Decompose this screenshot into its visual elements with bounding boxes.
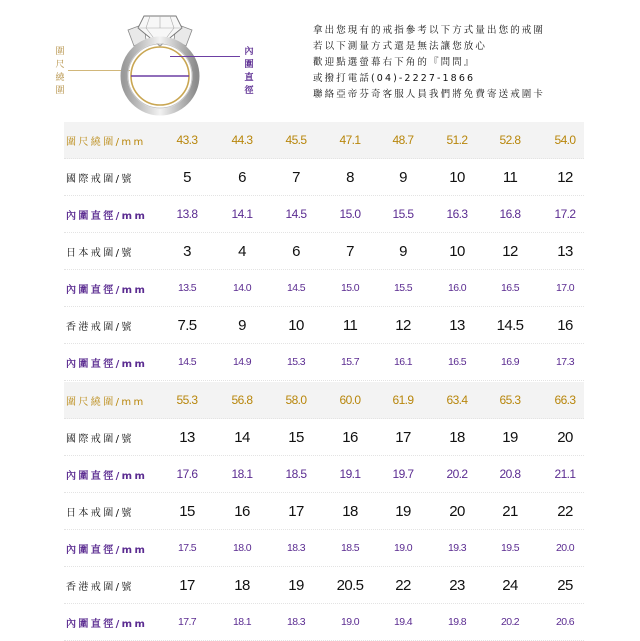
size-cell: 17.3	[555, 356, 575, 368]
size-cell: 13.5	[177, 282, 197, 294]
size-cell: 61.9	[392, 393, 414, 407]
size-cell: 10	[449, 168, 465, 186]
size-cell: 19.0	[393, 542, 413, 554]
size-cell: 16	[342, 428, 358, 446]
row-circumference	[64, 382, 584, 419]
size-cell: 18.5	[285, 467, 307, 481]
size-cell: 16.5	[500, 282, 520, 294]
size-cell: 16.8	[499, 207, 521, 221]
instruction-line: 聯絡亞帝芬奇客服人員我們將免費寄送戒圍卡	[313, 89, 546, 100]
size-cell: 17.5	[177, 542, 197, 554]
row-international-diameter	[64, 456, 584, 493]
size-cell: 18.0	[232, 542, 252, 554]
size-cell: 19	[395, 502, 411, 520]
size-cell: 16.5	[447, 356, 467, 368]
row-label: 日本戒圍/號	[66, 247, 134, 259]
size-cell: 18	[234, 576, 250, 594]
size-cell: 19	[288, 576, 304, 594]
size-cell: 9	[399, 168, 407, 186]
size-cell: 13	[179, 428, 195, 446]
ring-illustration	[100, 6, 220, 120]
size-cell: 7	[292, 168, 300, 186]
size-cell: 56.8	[231, 393, 253, 407]
row-japan-diameter	[64, 530, 584, 567]
size-cell: 55.3	[176, 393, 198, 407]
row-label: 內圍直徑/mm	[66, 284, 148, 296]
size-cell: 16.1	[393, 356, 413, 368]
row-label: 內圍直徑/mm	[66, 470, 148, 482]
size-cell: 13.8	[176, 207, 198, 221]
size-cell: 15	[179, 502, 195, 520]
size-cell: 17.2	[554, 207, 576, 221]
size-cell: 19.7	[392, 467, 414, 481]
size-cell: 12	[557, 168, 573, 186]
size-cell: 14.5	[177, 356, 197, 368]
size-cell: 14.5	[496, 316, 524, 334]
row-label: 香港戒圍/號	[66, 581, 134, 593]
size-cell: 45.5	[285, 133, 307, 147]
inner-diameter-side-label	[243, 46, 255, 98]
size-cell: 20	[557, 428, 573, 446]
size-cell: 14.5	[285, 207, 307, 221]
size-cell: 15.0	[340, 282, 360, 294]
row-label: 內圍直徑/mm	[66, 618, 148, 630]
diameter-leader-line	[170, 56, 240, 57]
size-cell: 58.0	[285, 393, 307, 407]
size-cell: 16.3	[446, 207, 468, 221]
size-cell: 18.3	[286, 542, 306, 554]
size-cell: 20.2	[446, 467, 468, 481]
inner-diameter-side-label-text: 內 圍 直 徑	[244, 47, 254, 96]
ring-size-table-1	[64, 122, 584, 381]
instruction-line: 歡迎點選螢幕右下角的『問問』	[313, 57, 476, 68]
size-cell: 60.0	[339, 393, 361, 407]
row-hongkong	[64, 567, 584, 604]
size-cell: 11	[502, 168, 518, 186]
size-cell: 18.5	[340, 542, 360, 554]
row-international	[64, 419, 584, 456]
size-cell: 21	[502, 502, 518, 520]
size-cell: 20	[449, 502, 465, 520]
size-cell: 13	[557, 242, 573, 260]
size-cell: 47.1	[339, 133, 361, 147]
row-label: 圍尺繞圍/mm	[66, 136, 146, 148]
size-cell: 4	[238, 242, 246, 260]
size-cell: 18	[342, 502, 358, 520]
size-cell: 52.8	[499, 133, 521, 147]
size-cell: 17.6	[176, 467, 198, 481]
size-cell: 17	[288, 502, 304, 520]
size-cell: 22	[557, 502, 573, 520]
size-cell: 19.5	[500, 542, 520, 554]
row-label: 日本戒圍/號	[66, 507, 134, 519]
size-cell: 9	[238, 316, 246, 334]
size-cell: 48.7	[392, 133, 414, 147]
size-cell: 18.1	[232, 616, 252, 628]
size-cell: 15.0	[339, 207, 361, 221]
instruction-line: 或撥打電話(04)-2227-1866	[313, 73, 476, 84]
size-cell: 18	[449, 428, 465, 446]
size-cell: 20.0	[555, 542, 575, 554]
size-cell: 65.3	[499, 393, 521, 407]
size-cell: 19.4	[393, 616, 413, 628]
size-cell: 43.3	[176, 133, 198, 147]
size-cell: 51.2	[446, 133, 468, 147]
ring-size-table-2	[64, 382, 584, 641]
size-cell: 14.9	[232, 356, 252, 368]
row-international	[64, 159, 584, 196]
size-cell: 20.6	[555, 616, 575, 628]
size-cell: 15.7	[340, 356, 360, 368]
size-cell: 16	[557, 316, 573, 334]
row-circumference	[64, 122, 584, 159]
size-cell: 18.1	[231, 467, 253, 481]
size-cell: 16	[234, 502, 250, 520]
size-cell: 16.0	[447, 282, 467, 294]
size-cell: 16.9	[500, 356, 520, 368]
size-cell: 6	[238, 168, 246, 186]
size-cell: 66.3	[554, 393, 576, 407]
size-cell: 17	[179, 576, 195, 594]
row-label: 內圍直徑/mm	[66, 358, 148, 370]
size-cell: 18.3	[286, 616, 306, 628]
size-cell: 25	[557, 576, 573, 594]
header	[0, 0, 640, 120]
circumference-side-label-text: 圍 尺 繞 圍	[55, 47, 65, 96]
size-cell: 10	[288, 316, 304, 334]
size-cell: 20.5	[336, 576, 364, 594]
size-cell: 17.7	[177, 616, 197, 628]
size-cell: 5	[183, 168, 191, 186]
size-cell: 20.8	[499, 467, 521, 481]
size-cell: 19.8	[447, 616, 467, 628]
size-cell: 7	[346, 242, 354, 260]
size-cell: 23	[449, 576, 465, 594]
row-japan-diameter	[64, 270, 584, 307]
size-cell: 15.5	[392, 207, 414, 221]
size-cell: 17	[395, 428, 411, 446]
size-cell: 8	[346, 168, 354, 186]
row-label: 國際戒圍/號	[66, 173, 134, 185]
row-international-diameter	[64, 196, 584, 233]
row-label: 國際戒圍/號	[66, 433, 134, 445]
instructions	[313, 23, 640, 103]
row-japan	[64, 233, 584, 270]
size-cell: 12	[502, 242, 518, 260]
size-cell: 7.5	[177, 316, 197, 334]
size-cell: 19.3	[447, 542, 467, 554]
size-cell: 17.0	[555, 282, 575, 294]
size-cell: 10	[449, 242, 465, 260]
size-cell: 22	[395, 576, 411, 594]
size-cell: 21.1	[554, 467, 576, 481]
row-hongkong	[64, 307, 584, 344]
size-cell: 15.3	[286, 356, 306, 368]
size-cell: 24	[502, 576, 518, 594]
size-cell: 13	[449, 316, 465, 334]
size-cell: 14.1	[231, 207, 253, 221]
size-cell: 19.1	[339, 467, 361, 481]
size-cell: 20.2	[500, 616, 520, 628]
size-cell: 15	[288, 428, 304, 446]
row-hongkong-diameter	[64, 344, 584, 381]
size-cell: 11	[342, 316, 358, 334]
instruction-line: 若以下測量方式還是無法讓您放心	[313, 41, 488, 52]
size-cell: 14.5	[286, 282, 306, 294]
row-label: 圍尺繞圍/mm	[66, 396, 146, 408]
row-label: 內圍直徑/mm	[66, 210, 148, 222]
size-cell: 19.0	[340, 616, 360, 628]
size-cell: 15.5	[393, 282, 413, 294]
size-cell: 44.3	[231, 133, 253, 147]
size-cell: 3	[183, 242, 191, 260]
size-cell: 63.4	[446, 393, 468, 407]
row-hongkong-diameter	[64, 604, 584, 641]
size-cell: 19	[502, 428, 518, 446]
size-cell: 6	[292, 242, 300, 260]
size-cell: 14.0	[232, 282, 252, 294]
row-label: 內圍直徑/mm	[66, 544, 148, 556]
size-cell: 9	[399, 242, 407, 260]
circumference-side-label	[54, 46, 66, 98]
instruction-line: 拿出您現有的戒指參考以下方式量出您的戒圍	[313, 25, 546, 36]
size-cell: 12	[395, 316, 411, 334]
size-cell: 14	[234, 428, 250, 446]
size-cell: 54.0	[554, 133, 576, 147]
row-japan	[64, 493, 584, 530]
row-label: 香港戒圍/號	[66, 321, 134, 333]
